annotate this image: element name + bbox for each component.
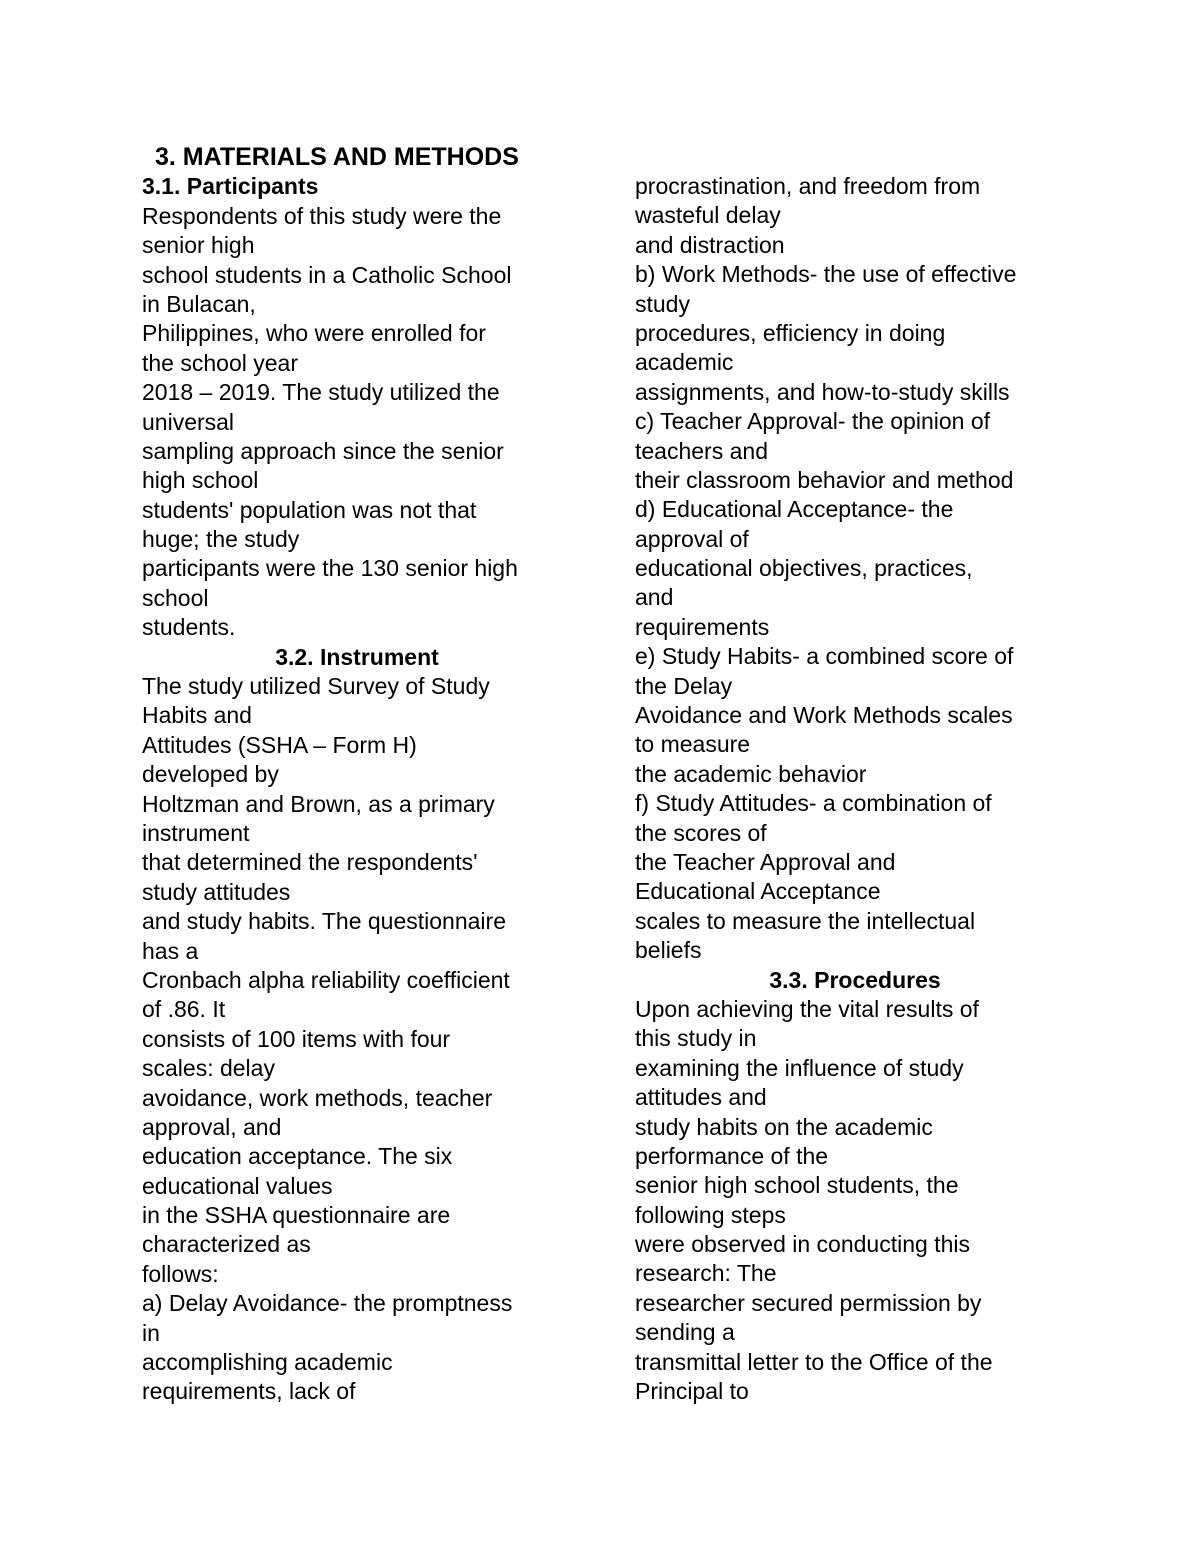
text-line: developed by [142,761,279,788]
text-line: the school year [142,349,298,376]
text-line: The study utilized Survey of Study [142,673,490,700]
text-line: Holtzman and Brown, as a primary [142,790,495,817]
text-line: Respondents of this study were the [142,202,502,229]
text-line: universal [142,408,235,435]
text-line: d) Educational Acceptance- the [635,496,954,523]
text-line: characterized as [142,1231,311,1258]
text-line: scales: delay [142,1055,275,1082]
text-line: educational values [142,1172,333,1199]
text-line: and distraction [635,231,785,258]
text-line: instrument [142,819,250,846]
right-column [635,172,1075,1406]
text-line: huge; the study [142,526,300,553]
text-line: beliefs [635,937,702,964]
text-line: sending a [635,1319,735,1346]
text-line: in the SSHA questionnaire are [142,1202,451,1229]
text-line: study habits on the academic [635,1113,933,1140]
text-line: c) Teacher Approval- the opinion of [635,408,991,435]
text-line: of .86. It [142,996,226,1023]
text-line: teachers and [635,437,768,464]
text-line: procrastination, and freedom from [635,173,981,199]
text-line: the Teacher Approval and [635,848,896,875]
instrument-paragraph [142,672,572,1407]
text-line: avoidance, work methods, teacher [142,1084,493,1111]
text-line: that determined the respondents' [142,849,478,876]
text-line: educational objectives, practices, [635,555,973,582]
text-line: researcher secured permission by [635,1289,982,1316]
text-line: f) Study Attitudes- a combination of [635,790,992,817]
text-line: Educational Acceptance [635,878,881,905]
text-line: participants were the 130 senior high [142,555,518,582]
text-line: scales to measure the intellectual [635,907,976,934]
text-line: procedures, efficiency in doing [635,319,946,346]
text-line: accomplishing academic [142,1349,393,1376]
scale-definitions-paragraph [635,172,1075,966]
text-line: approval, and [142,1113,282,1140]
text-line: school students in a Catholic School [142,261,512,288]
text-line: Philippines, who were enrolled for [142,320,486,347]
text-line: approval of [635,525,749,552]
text-line: 2018 – 2019. The study utilized the [142,379,500,406]
text-line: has a [142,937,199,964]
text-line: students' population was not that [142,496,477,523]
text-line: research: The [635,1260,777,1287]
text-line: the scores of [635,819,767,846]
text-line: were observed in conducting this [635,1231,970,1258]
text-line: examining the influence of study [635,1054,964,1081]
text-line: wasteful delay [635,202,781,229]
text-line: study attitudes [142,878,291,905]
text-line: high school [142,467,259,494]
text-line: e) Study Habits- a combined score of [635,643,1014,670]
text-line: attitudes and [635,1084,767,1111]
text-line: requirements [635,613,770,640]
text-line: and [635,584,674,611]
text-line: Habits and [142,702,252,729]
section-heading-participants: 3.1. Participants [142,173,319,200]
section-heading-instrument: 3.2. Instrument [275,643,439,670]
text-line: study [635,290,690,317]
text-line: Principal to [635,1378,749,1405]
text-line: in [142,1319,160,1346]
text-line: Avoidance and Work Methods scales [635,702,1013,729]
text-line: consists of 100 items with four [142,1025,451,1052]
text-line: to measure [635,731,751,758]
text-line: performance of the [635,1142,829,1169]
document-title: 3. MATERIALS AND METHODS [155,143,519,171]
section-heading-procedures: 3.3. Procedures [769,966,941,993]
text-line: Attitudes (SSHA – Form H) [142,731,417,758]
text-line: school [142,584,209,611]
text-line: the Delay [635,672,733,699]
text-line: academic [635,349,734,376]
text-line: transmittal letter to the Office of the [635,1348,993,1375]
left-column [142,143,572,1407]
text-line: students. [142,614,236,641]
text-line: sampling approach since the senior [142,437,504,464]
text-line: Upon achieving the vital results of [635,995,979,1022]
procedures-paragraph [635,995,1075,1406]
text-line: education acceptance. The six [142,1143,453,1170]
text-line: senior high [142,232,255,259]
text-line: b) Work Methods- the use of effective [635,261,1017,288]
participants-paragraph [142,202,572,643]
text-line: senior high school students, the [635,1172,959,1199]
text-line: a) Delay Avoidance- the promptness [142,1290,513,1317]
text-line: Cronbach alpha reliability coefficient [142,966,510,993]
text-line: following steps [635,1201,786,1228]
text-line: the academic behavior [635,760,867,787]
text-line: in Bulacan, [142,290,256,317]
text-line: requirements, lack of [142,1378,356,1405]
text-line: and study habits. The questionnaire [142,908,506,935]
text-line: assignments, and how-to-study skills [635,378,1010,405]
text-line: follows: [142,1260,219,1287]
text-line: this study in [635,1025,757,1052]
text-line: their classroom behavior and method [635,466,1014,493]
